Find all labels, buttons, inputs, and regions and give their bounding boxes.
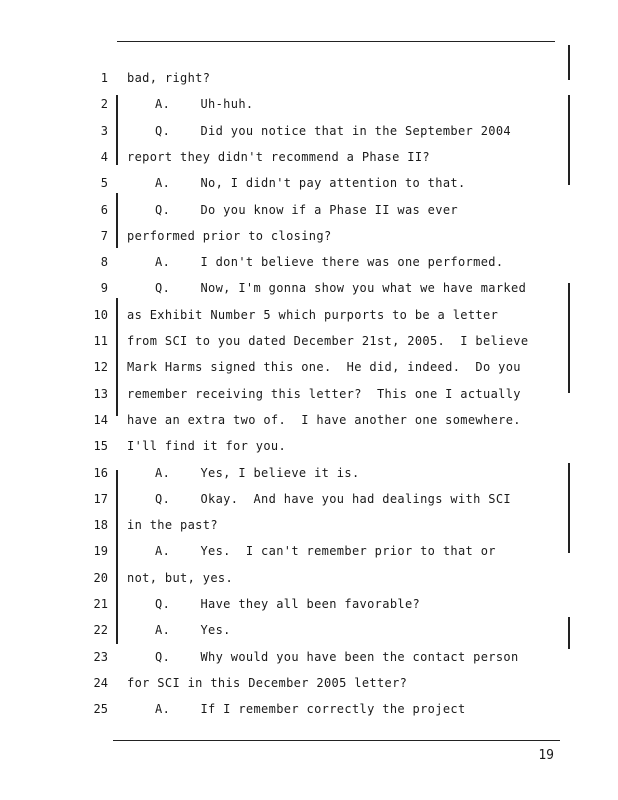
transcript-line: A. I don't believe there was one performed.	[155, 255, 504, 269]
line-number: 15	[93, 439, 108, 453]
line-number: 6	[100, 203, 108, 217]
line-number: 3	[100, 124, 108, 138]
line-number: 1	[100, 71, 108, 85]
transcript-line: report they didn't recommend a Phase II?	[127, 150, 430, 164]
transcript-line: for SCI in this December 2005 letter?	[127, 676, 408, 690]
transcript-line: A. If I remember correctly the project	[155, 702, 466, 716]
transcript-line: A. Yes.	[155, 623, 231, 637]
transcript-line: in the past?	[127, 518, 218, 532]
right-margin-bar	[568, 283, 570, 393]
page-number: 19	[538, 748, 554, 763]
line-number: 23	[93, 650, 108, 664]
right-margin-bar	[568, 95, 570, 185]
transcript-line: performed prior to closing?	[127, 229, 332, 243]
line-number: 7	[100, 229, 108, 243]
transcript-line: A. No, I didn't pay attention to that.	[155, 176, 466, 190]
line-number: 4	[100, 150, 108, 164]
right-margin-bar	[568, 463, 570, 553]
line-number: 25	[93, 702, 108, 716]
top-rule	[117, 41, 555, 42]
line-number: 12	[93, 360, 108, 374]
left-margin-bar	[116, 193, 118, 248]
line-number: 2	[100, 97, 108, 111]
line-number: 9	[100, 281, 108, 295]
transcript-line: I'll find it for you.	[127, 439, 287, 453]
transcript-line: Q. Now, I'm gonna show you what we have marked	[155, 281, 527, 295]
transcript-line: from SCI to you dated December 21st, 2005. I believe	[127, 334, 529, 348]
transcript-line: A. Yes. I can't remember prior to that or	[155, 544, 496, 558]
transcript-line: A. Uh-huh.	[155, 97, 254, 111]
line-number: 14	[93, 413, 108, 427]
transcript-line: Q. Why would you have been the contact person	[155, 650, 519, 664]
transcript-line: as Exhibit Number 5 which purports to be a letter	[127, 308, 499, 322]
line-number: 5	[100, 176, 108, 190]
line-number: 24	[93, 676, 108, 690]
line-number: 13	[93, 387, 108, 401]
line-number: 20	[93, 571, 108, 585]
transcript-line: have an extra two of. I have another one somewhere.	[127, 413, 521, 427]
line-number: 17	[93, 492, 108, 506]
right-margin-bar	[568, 617, 570, 649]
line-number: 16	[93, 466, 108, 480]
line-number: 11	[93, 334, 108, 348]
transcript-line: Q. Did you notice that in the September 2004	[155, 124, 512, 138]
transcript-line: Mark Harms signed this one. He did, indeed. Do you	[127, 360, 521, 374]
left-margin-bar	[116, 470, 118, 644]
transcript-line: Q. Okay. And have you had dealings with SCI	[155, 492, 512, 506]
transcript-line: not, but, yes.	[127, 571, 234, 585]
line-number: 10	[93, 308, 108, 322]
transcript-line: bad, right?	[127, 71, 211, 85]
line-number: 21	[93, 597, 108, 611]
line-number: 8	[100, 255, 108, 269]
transcript-line: remember receiving this letter? This one I actually	[127, 387, 521, 401]
line-number: 19	[93, 544, 108, 558]
left-margin-bar	[116, 95, 118, 165]
left-margin-bar	[116, 298, 118, 416]
line-number: 18	[93, 518, 108, 532]
right-margin-bar	[568, 45, 570, 80]
transcript-line: Q. Have they all been favorable?	[155, 597, 421, 611]
line-number: 22	[93, 623, 108, 637]
transcript-line: A. Yes, I believe it is.	[155, 466, 360, 480]
transcript-line: Q. Do you know if a Phase II was ever	[155, 203, 458, 217]
bottom-rule	[113, 740, 560, 741]
